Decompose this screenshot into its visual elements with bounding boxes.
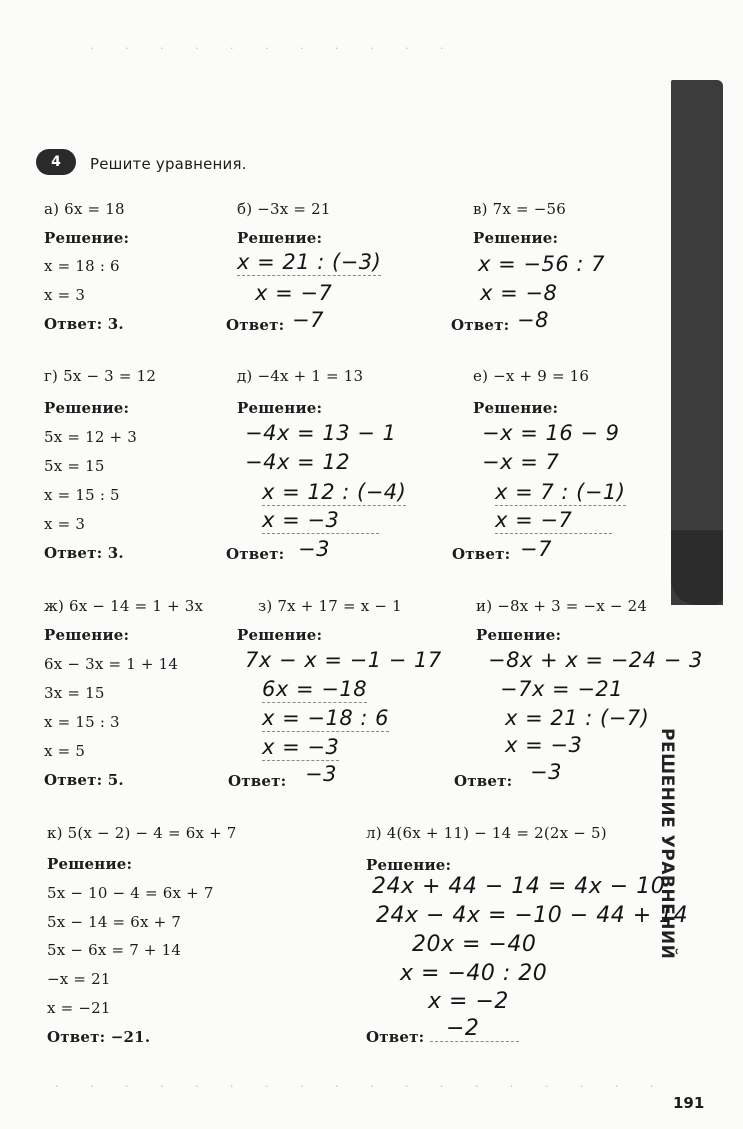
problem-d-step-2: −4x = 12 xyxy=(245,450,351,474)
problem-v-solution-label: Решение: xyxy=(473,229,559,247)
problem-v-step-1: x = −56 : 7 xyxy=(478,252,605,276)
problem-zh-step-2: 3x = 15 xyxy=(44,684,105,702)
problem-z-step-4: x = −3 xyxy=(262,735,340,759)
problem-i-step-2: −7x = −21 xyxy=(500,677,624,701)
problem-d-step-3: x = 12 : (−4) xyxy=(262,480,407,504)
problem-zh-equation: ж) 6x − 14 = 1 + 3x xyxy=(44,597,204,615)
problem-e-equation: е) −x + 9 = 16 xyxy=(473,367,590,385)
bottom-dots: · · · · · · · · · · · · · · · · · · xyxy=(55,1080,668,1093)
problem-i-step-1: −8x + x = −24 − 3 xyxy=(488,648,703,672)
problem-l-answer: −2 xyxy=(430,1016,519,1042)
problem-z-equation: з) 7x + 17 = x − 1 xyxy=(258,597,402,615)
top-dots: · · · · · · · · · · · xyxy=(90,42,458,55)
problem-i-answer: −3 xyxy=(530,760,562,784)
problem-g-step-1: 5x = 12 + 3 xyxy=(44,428,138,446)
problem-v-equation: в) 7x = −56 xyxy=(473,200,567,218)
problem-zh-solution-label: Решение: xyxy=(44,626,130,644)
problem-k-solution-label: Решение: xyxy=(47,855,133,873)
problem-g-answer: Ответ: 3. xyxy=(44,544,124,562)
problem-b-solution-label: Решение: xyxy=(237,229,323,247)
problem-e-step-1: −x = 16 − 9 xyxy=(482,421,620,445)
problem-z-answer-label: Ответ: xyxy=(228,772,287,790)
problem-l-step-3: 20x = −40 xyxy=(412,932,537,957)
problem-zh-step-4: x = 5 xyxy=(44,742,86,760)
problem-k-equation: к) 5(x − 2) − 4 = 6x + 7 xyxy=(47,824,237,842)
problem-i-answer-label: Ответ: xyxy=(454,772,513,790)
task-number-badge: 4 xyxy=(36,149,76,175)
problem-k-step-5: x = −21 xyxy=(47,999,111,1017)
problem-b-answer-label: Ответ: xyxy=(226,316,285,334)
problem-a-solution-label: Решение: xyxy=(44,229,130,247)
problem-e-answer-label: Ответ: xyxy=(452,545,511,563)
problem-e-step-4: x = −7 xyxy=(495,508,612,534)
problem-a-step-2: x = 3 xyxy=(44,286,86,304)
problem-d-step-4: x = −3 xyxy=(262,508,379,534)
task-title: Решите уравнения. xyxy=(90,155,247,173)
section-tab-end xyxy=(671,530,723,605)
problem-k-answer: Ответ: −21. xyxy=(47,1028,151,1046)
problem-b-equation: б) −3x = 21 xyxy=(237,200,331,218)
problem-zh-step-1: 6x − 3x = 1 + 14 xyxy=(44,655,179,673)
problem-e-solution-label: Решение: xyxy=(473,399,559,417)
problem-d-answer-label: Ответ: xyxy=(226,545,285,563)
problem-d-equation: д) −4x + 1 = 13 xyxy=(237,367,364,385)
problem-d-step-1: −4x = 13 − 1 xyxy=(245,421,397,445)
problem-b-step-1: x = 21 : (−3) xyxy=(237,250,382,274)
problem-z-step-3: x = −18 : 6 xyxy=(262,706,389,730)
section-tab xyxy=(671,80,723,605)
problem-a-equation: а) 6x = 18 xyxy=(44,200,125,218)
problem-l-step-2: 24x − 4x = −10 − 44 + 14 xyxy=(376,903,689,928)
problem-l-equation: л) 4(6x + 11) − 14 = 2(2x − 5) xyxy=(366,824,607,842)
problem-i-equation: и) −8x + 3 = −x − 24 xyxy=(476,597,648,615)
problem-zh-answer: Ответ: 5. xyxy=(44,771,124,789)
problem-i-solution-label: Решение: xyxy=(476,626,562,644)
problem-g-equation: г) 5x − 3 = 12 xyxy=(44,367,157,385)
problem-l-step-5: x = −2 xyxy=(428,989,509,1014)
problem-a-answer: Ответ: 3. xyxy=(44,315,124,333)
problem-k-step-2: 5x − 14 = 6x + 7 xyxy=(47,913,182,931)
problem-g-step-4: x = 3 xyxy=(44,515,86,533)
problem-i-step-3: x = 21 : (−7) xyxy=(505,706,650,730)
problem-l-step-4: x = −40 : 20 xyxy=(400,961,548,986)
problem-v-answer: −8 xyxy=(517,308,549,332)
problem-k-step-3: 5x − 6x = 7 + 14 xyxy=(47,941,182,959)
section-side-label: РЕШЕНИЕ УРАВНЕНИЙ xyxy=(657,728,677,960)
problem-v-step-2: x = −8 xyxy=(480,281,558,305)
problem-v-answer-label: Ответ: xyxy=(451,316,510,334)
problem-z-step-2: 6x = −18 xyxy=(262,677,368,701)
problem-z-solution-label: Решение: xyxy=(237,626,323,644)
page-number: 191 xyxy=(673,1094,705,1112)
problem-k-step-4: −x = 21 xyxy=(47,970,111,988)
problem-d-answer: −3 xyxy=(298,537,330,561)
problem-g-step-2: 5x = 15 xyxy=(44,457,105,475)
problem-l-solution-label: Решение: xyxy=(366,856,452,874)
problem-k-step-1: 5x − 10 − 4 = 6x + 7 xyxy=(47,884,214,902)
problem-g-solution-label: Решение: xyxy=(44,399,130,417)
problem-e-step-3: x = 7 : (−1) xyxy=(495,480,626,504)
problem-a-step-1: x = 18 : 6 xyxy=(44,257,120,275)
problem-l-answer-label: Ответ: xyxy=(366,1028,425,1046)
problem-d-solution-label: Решение: xyxy=(237,399,323,417)
problem-e-step-2: −x = 7 xyxy=(482,450,560,474)
problem-l-step-1: 24x + 44 − 14 = 4x − 10 xyxy=(372,874,666,899)
problem-g-step-3: x = 15 : 5 xyxy=(44,486,120,504)
problem-z-answer: −3 xyxy=(305,762,337,786)
problem-b-answer: −7 xyxy=(292,308,324,332)
problem-b-step-2: x = −7 xyxy=(255,281,333,305)
problem-zh-step-3: x = 15 : 3 xyxy=(44,713,120,731)
problem-i-step-4: x = −3 xyxy=(505,733,583,757)
problem-z-step-1: 7x − x = −1 − 17 xyxy=(245,648,442,672)
problem-e-answer: −7 xyxy=(520,537,552,561)
